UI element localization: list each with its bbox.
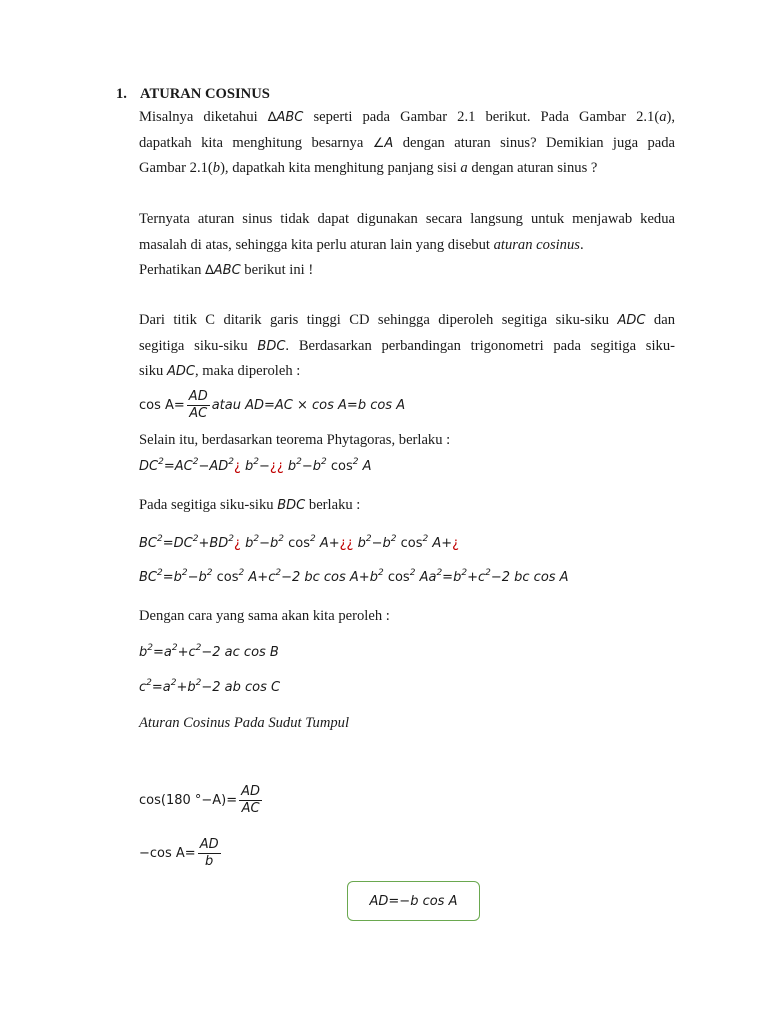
angle-symbol: ∠ — [372, 136, 385, 151]
para1-line1: Misalnya diketahui ∆ABC seperti pada Gambar 2.1 berikut. Pada Gambar 2.1(a), — [139, 109, 676, 125]
equation-neg-cos: −cos A= $\frac{AD}{b}$ — [139, 837, 219, 869]
fraction-ad-ac: $\frac{AD}{AC}$ — [188, 389, 208, 421]
para3-line2: segitiga siku-siku BDC. Berdasarkan perbandingan trigonometri pada segitiga siku- — [139, 338, 675, 354]
para2-line1: Ternyata aturan sinus tidak dapat digunakan secara langsung untuk menjawab kedua — [139, 211, 675, 227]
equation-c-squared: $c^2=a^2+b^2-2$ ab cos C — [139, 678, 281, 695]
boxed-result — [347, 881, 480, 921]
section-heading — [116, 86, 270, 103]
para1-line3: Gambar 2.1(b), dapatkah kita menghitung panjang sisi a dengan aturan sinus ? — [139, 160, 598, 176]
fraction-ad-ac-2: $\frac{AD}{AC}$ — [241, 784, 261, 816]
fraction-ad-b: $\frac{AD}{b}$ — [199, 837, 219, 869]
para2-line2: masalah di atas, sehingga kita perlu aturan lain yang disebut aturan cosinus. — [139, 237, 584, 253]
equation-cos-180: cos(180 °−A)= $\frac{AD}{AC}$ — [139, 784, 261, 816]
text-bdc: Pada segitiga siku-siku BDC berlaku : — [139, 497, 361, 513]
text-pythagoras: Selain itu, berdasarkan teorema Phytagoras, berlaku : — [139, 432, 451, 448]
triangle-symbol: ∆ — [267, 110, 277, 125]
boxed-equation: AD=−b cos A — [369, 893, 458, 909]
para1-line2: dapatkah kita menghitung besarnya ∠A dengan aturan sinus? Demikian juga pada — [139, 135, 675, 151]
equation-bc-squared-1: $BC^2=DC^2+BD^2¿$ $b^2-b^2$ $\cos^2$ A+¿¿ $b^2-b^2$ $\cos^2$ A+¿ — [139, 534, 460, 551]
section-number: 1. — [116, 86, 127, 102]
section-title: ATURAN COSINUS — [140, 86, 270, 102]
text-same-way: Dengan cara yang sama akan kita peroleh : — [139, 608, 390, 624]
equation-dc-squared: $DC^2=AC^2-AD^2¿$ $b^2-¿¿$ $b^2-b^2$ $\cos^2 A$ — [139, 457, 372, 474]
equation-cos-a: cos A= $\frac{AD}{AC}$ atau AD=AC × cos A=b cos A — [139, 389, 406, 421]
subheading-obtuse: Aturan Cosinus Pada Sudut Tumpul — [139, 715, 350, 731]
para2-line3: Perhatikan ∆ABC berikut ini ! — [139, 262, 314, 278]
para3-line1: Dari titik C ditarik garis tinggi CD sehingga diperoleh segitiga siku-siku ADC dan — [139, 312, 675, 328]
para3-line3: siku ADC, maka diperoleh : — [139, 363, 301, 379]
equation-bc-squared-2: $BC^2=b^2-b^2$ $\cos^2 A+c^2-2$ bc $\cos A+b^2$ $\cos^2 Aa^2=b^2+c^2-2$ bc cos A — [139, 568, 569, 585]
equation-b-squared: $b^2=a^2+c^2-2$ ac cos B — [139, 643, 279, 660]
